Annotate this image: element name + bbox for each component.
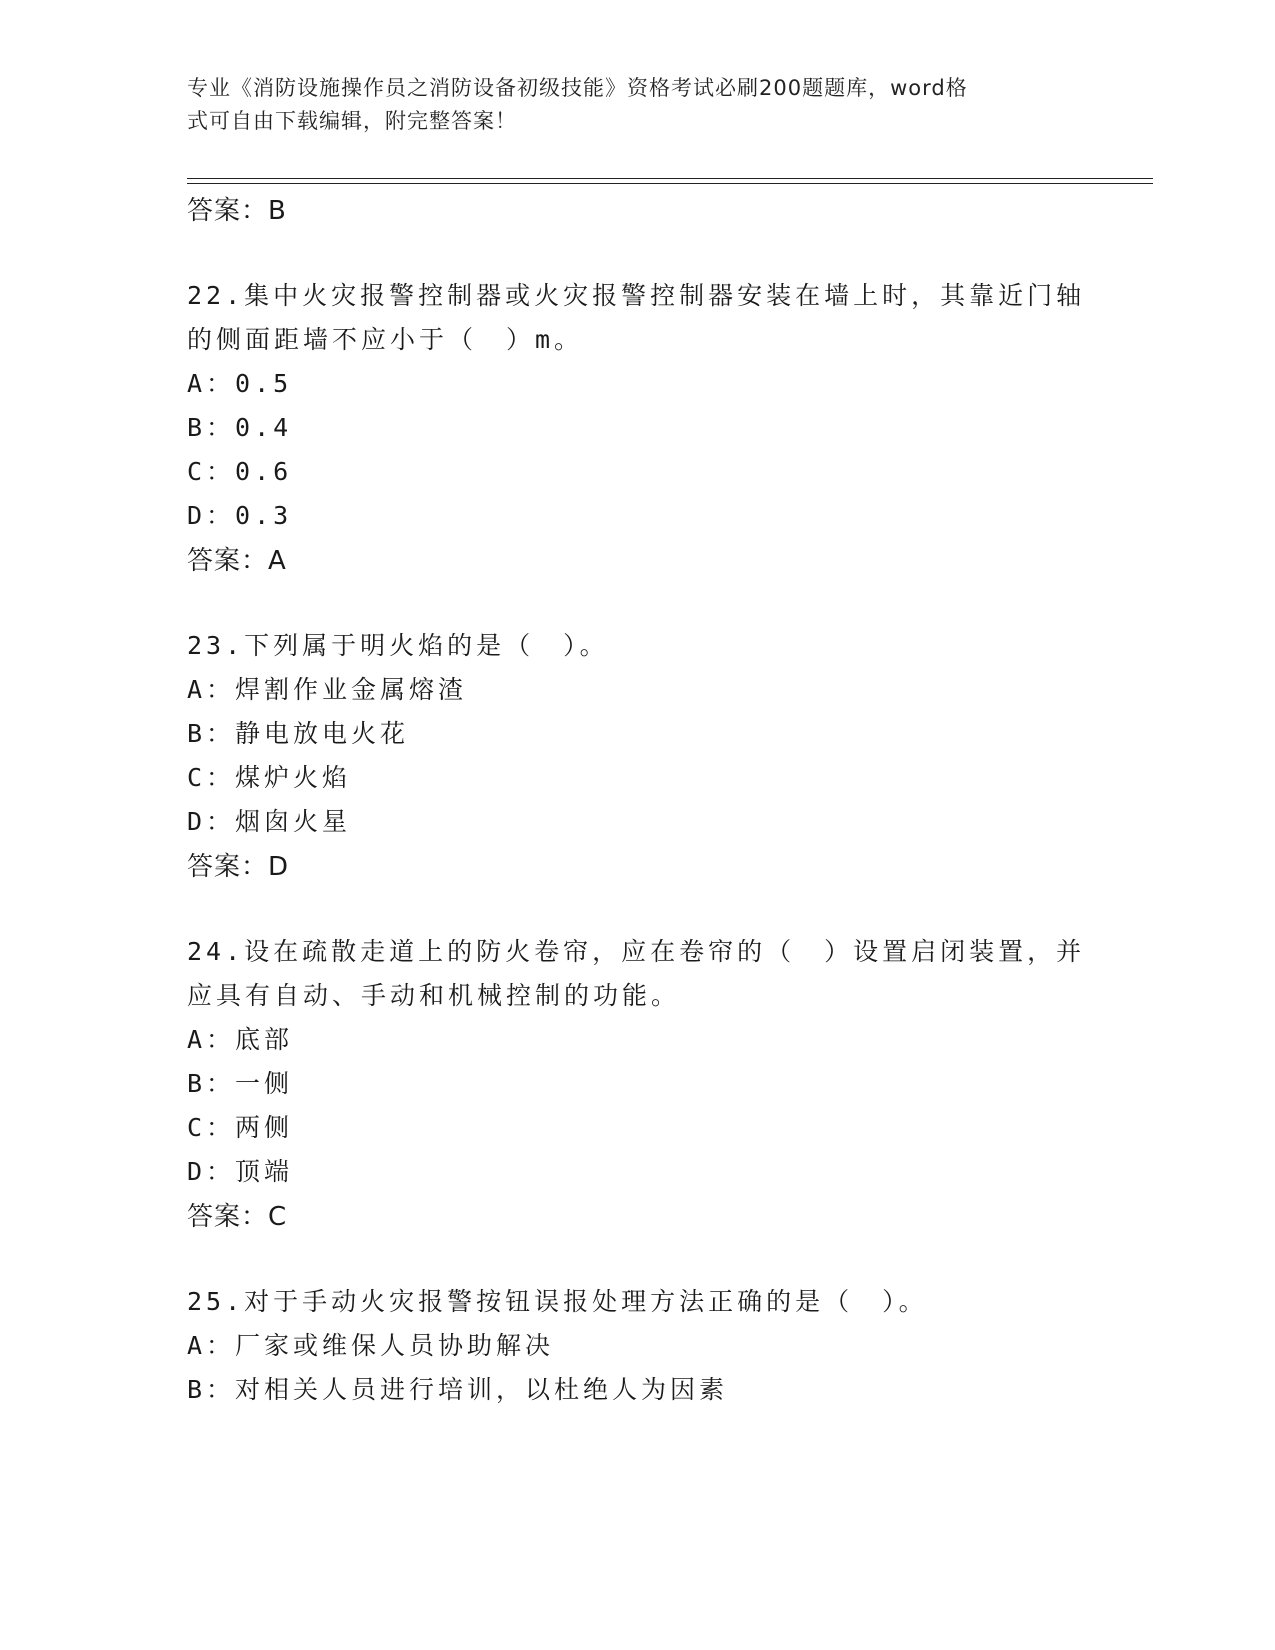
header-line-2: 式可自由下载编辑，附完整答案！ (187, 109, 517, 133)
question-23-option-d: D：烟囱火星 (187, 807, 352, 836)
question-23-option-c: C：煤炉火焰 (187, 763, 352, 792)
question-24-option-c: C：两侧 (187, 1113, 294, 1142)
question-22-option-a: A：0.5 (187, 369, 293, 398)
question-25-option-a: A：厂家或维保人员协助解决 (187, 1331, 555, 1360)
question-23-answer: 答案：D (187, 852, 290, 882)
header-line-1: 专业《消防设施操作员之消防设备初级技能》资格考试必刷200题题库，word格 (187, 76, 968, 100)
question-23-option-a: A：焊割作业金属熔渣 (187, 675, 468, 704)
question-22-answer: 答案：A (187, 546, 287, 576)
question-24-option-d: D：顶端 (187, 1157, 294, 1186)
question-22-option-b: B：0.4 (187, 413, 293, 442)
previous-answer: 答案：B (187, 196, 287, 226)
question-22-option-d: D：0.3 (187, 501, 293, 530)
question-23-option-b: B：静电放电火花 (187, 719, 410, 748)
header-divider-top (187, 178, 1153, 179)
question-22-stem-line-1: 22.集中火灾报警控制器或火灾报警控制器安装在墙上时，其靠近门轴 (187, 281, 1086, 310)
question-23-stem-line-1: 23.下列属于明火焰的是（ ）。 (187, 631, 609, 660)
question-24-option-a: A：底部 (187, 1025, 294, 1054)
header-divider-bottom (187, 183, 1153, 184)
question-25-option-b: B：对相关人员进行培训，以杜绝人为因素 (187, 1375, 729, 1404)
question-24-option-b: B：一侧 (187, 1069, 294, 1098)
question-24-stem-line-1: 24.设在疏散走道上的防火卷帘，应在卷帘的（ ）设置启闭装置，并 (187, 937, 1086, 966)
question-22-stem-line-2: 的侧面距墙不应小于（ ）m。 (187, 325, 584, 354)
question-25-stem-line-1: 25.对于手动火灾报警按钮误报处理方法正确的是（ ）。 (187, 1287, 928, 1316)
document-header (187, 72, 1067, 138)
question-22-option-c: C：0.6 (187, 457, 293, 486)
question-24-stem-line-2: 应具有自动、手动和机械控制的功能。 (187, 981, 681, 1010)
question-24-answer: 答案：C (187, 1202, 288, 1232)
